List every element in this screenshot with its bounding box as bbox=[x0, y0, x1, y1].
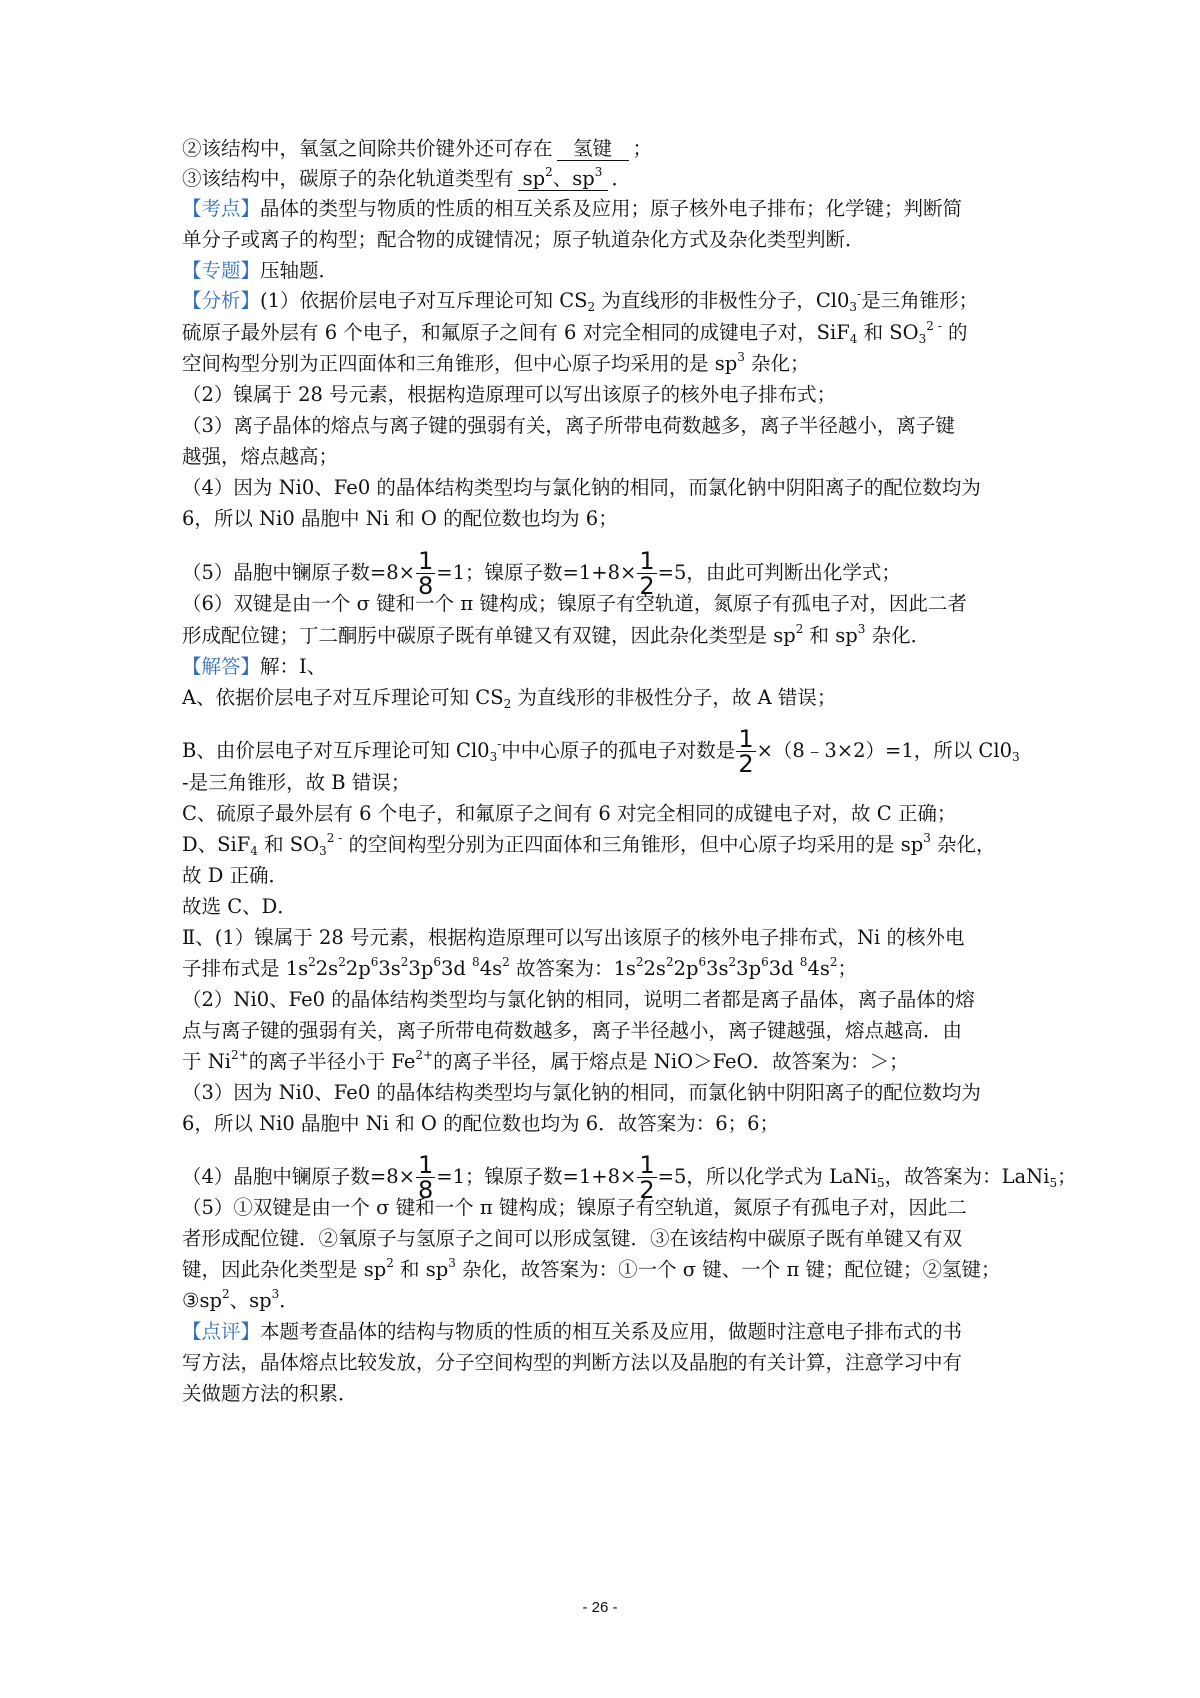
zhuanti-paragraph: 【专题】压轴题． bbox=[182, 259, 339, 282]
text-line-fraction: （5）晶胞中镧原子数=8× $\frac{1}{8}$ =1；镍原子数=1+8× $\frac{1}{2}$ =5，由此可判断出化学式； bbox=[182, 547, 901, 600]
page-number: - 26 - bbox=[582, 1599, 618, 1616]
text-line: （2）Ni0、Fe0 的晶体结构类型均与氯化钠的相同，说明二者都是离子晶体，离子晶体的熔 bbox=[182, 988, 975, 1011]
text-line: 6，所以 Ni0 晶胞中 Ni 和 O 的配位数也均为 6； bbox=[182, 507, 618, 530]
fraction: $\frac{1}{2}$ bbox=[639, 547, 655, 600]
text-line: 空间构型分别为正四面体和三角锥形，但中心原子均采用的是 $sp^3$ 杂化； bbox=[182, 350, 810, 375]
text-line: （2）镍属于 28 号元素，根据构造原理可以写出该原子的核外电子排布式； bbox=[182, 383, 837, 406]
dianping-tag: 【点评】 bbox=[182, 1320, 261, 1343]
text-line: 硫原子最外层有 6 个电子，和氟原子之间有 6 对完全相同的成键电子对，SiF$_4$ 和 $SO_3^{2 -}$ 的 bbox=[182, 319, 968, 346]
text-line: 者形成配位键．②氧原子与氢原子之间可以形成氢键．③在该结构中碳原子既有单键又有双 bbox=[182, 1227, 963, 1250]
text-line: （5）①双键是由一个 σ 键和一个 π 键构成；镍原子有空轨道，氮原子有孤电子对，因此二 bbox=[182, 1196, 967, 1219]
text-line: （6）双键是由一个 σ 键和一个 π 键构成；镍原子有空轨道，氮原子有孤电子对，因此二者 bbox=[182, 592, 967, 615]
fraction: $\frac{1}{2}$ bbox=[738, 725, 754, 778]
text-line: 于 $Ni^{2+}$的离子半径小于 $Fe^{2+}$的离子半径，属于熔点是 NiO＞FeO．故答案为：＞； bbox=[182, 1048, 909, 1073]
dianping-paragraph: 【点评】本题考查晶体的结构与物质的性质的相互关系及应用，做题时注意电子排布式的书 bbox=[182, 1320, 963, 1343]
text-line: （3）离子晶体的熔点与离子键的强弱有关，离子所带电荷数越多，离子半径越小，离子键 bbox=[182, 414, 955, 437]
text-line-fraction: （4）晶胞中镧原子数=8× $\frac{1}{8}$ =1；镍原子数=1+8× $\frac{1}{2}$ =5，所以化学式为 LaNi$_5$，故答案为：LaNi$_5$； bbox=[182, 1151, 1077, 1204]
answer-line-3: ③该结构中，碳原子的杂化轨道类型有 $sp^2$、$sp^3$ ． bbox=[182, 165, 632, 190]
text-line: 6，所以 Ni0 晶胞中 Ni 和 O 的配位数也均为 6．故答案为：6；6； bbox=[182, 1112, 780, 1135]
fenxi-tag: 【分析】 bbox=[182, 289, 261, 312]
answer-blank: 氢键 bbox=[557, 138, 629, 161]
text-line: 故 D 正确． bbox=[182, 864, 289, 887]
text-line: 形成配位键；丁二酮肟中碳原子既有单键又有双键，因此杂化类型是 $sp^2$ 和 $sp^3$ 杂化． bbox=[182, 622, 931, 647]
text-line: 单分子或离子的构型；配合物的成键情况；原子轨道杂化方式及杂化类型判断． bbox=[182, 228, 865, 251]
fenxi-paragraph: 【分析】(1）依据价层电子对互斥理论可知 $CS_2$ 为直线形的非极性分子，$Cl0_3^-$是三角锥形； bbox=[182, 287, 979, 314]
text-line: D、SiF$_4$ 和 $SO_3^{2 -}$ 的空间构型分别为正四面体和三角锥形，但中心原子均采用的是 $sp^3$ 杂化， bbox=[182, 831, 996, 858]
text-line: 子排布式是 $1s^22s^22p^63s^23p^63d$ $^84s^2$ 故答案为：$1s^22s^22p^63s^23p^63d$ $^84s^2$； bbox=[182, 955, 858, 980]
fraction: $\frac{1}{8}$ bbox=[418, 547, 434, 600]
text-line: $③sp^2$、$sp^3$． bbox=[182, 1287, 299, 1312]
text-line: -是三角锥形，故 B 错误； bbox=[182, 771, 411, 794]
text-line-fraction: B、由价层电子对互斥理论可知 $Cl0_3^-$中中心原子的孤电子对数是 $\frac{1}{2}$ ×（8﹣3×2）=1，所以 $Cl0_3$ bbox=[182, 725, 1020, 778]
text-line: 键，因此杂化类型是 $sp^2$ 和 $sp^3$ 杂化，故答案为：①一个 σ 键、一个 π 键；配位键；②氢键； bbox=[182, 1256, 1001, 1281]
text-line: （3）因为 Ni0、Fe0 的晶体结构类型均与氯化钠的相同，而氯化钠中阴阳离子的配位数均为 bbox=[182, 1081, 981, 1104]
text-line: 故选 C、D． bbox=[182, 895, 297, 918]
text-line: C、硫原子最外层有 6 个电子，和氟原子之间有 6 对完全相同的成键电子对，故 C 正确； bbox=[182, 802, 957, 825]
fraction: $\frac{1}{8}$ bbox=[418, 1151, 434, 1204]
text-line: 越强，熔点越高； bbox=[182, 445, 339, 468]
text-line: Ⅱ、(1）镍属于 28 号元素，根据构造原理可以写出该原子的核外电子排布式，Ni 的核外电 bbox=[182, 926, 965, 949]
text-line: 关做题方法的积累． bbox=[182, 1382, 358, 1405]
text-line: 写方法，晶体熔点比较发放，分子空间构型的判断方法以及晶胞的有关计算，注意学习中有 bbox=[182, 1351, 963, 1374]
text-line: （4）因为 Ni0、Fe0 的晶体结构类型均与氯化钠的相同，而氯化钠中阴阳离子的配位数均为 bbox=[182, 476, 981, 499]
kaodian-paragraph: 【考点】晶体的类型与物质的性质的相互关系及应用；原子核外电子排布；化学键；判断简 bbox=[182, 197, 963, 220]
text-line: 点与离子键的强弱有关，离子所带电荷数越多，离子半径越小，离子键越强，熔点越高．由 bbox=[182, 1019, 963, 1042]
answer-blank: $sp^2$、$sp^3$ bbox=[518, 168, 608, 191]
fraction: $\frac{1}{2}$ bbox=[639, 1151, 655, 1204]
zhuanti-tag: 【专题】 bbox=[182, 259, 261, 282]
jieda-paragraph: 【解答】解：Ⅰ、 bbox=[182, 655, 327, 678]
jieda-tag: 【解答】 bbox=[182, 655, 261, 678]
kaodian-tag: 【考点】 bbox=[182, 197, 261, 220]
text-line: A、依据价层电子对互斥理论可知 $CS_2$ 为直线形的非极性分子，故 A 错误； bbox=[182, 686, 837, 711]
answer-line-2: ②该结构中，氧氢之间除共价键外还可存在 氢键 ； bbox=[182, 137, 653, 160]
